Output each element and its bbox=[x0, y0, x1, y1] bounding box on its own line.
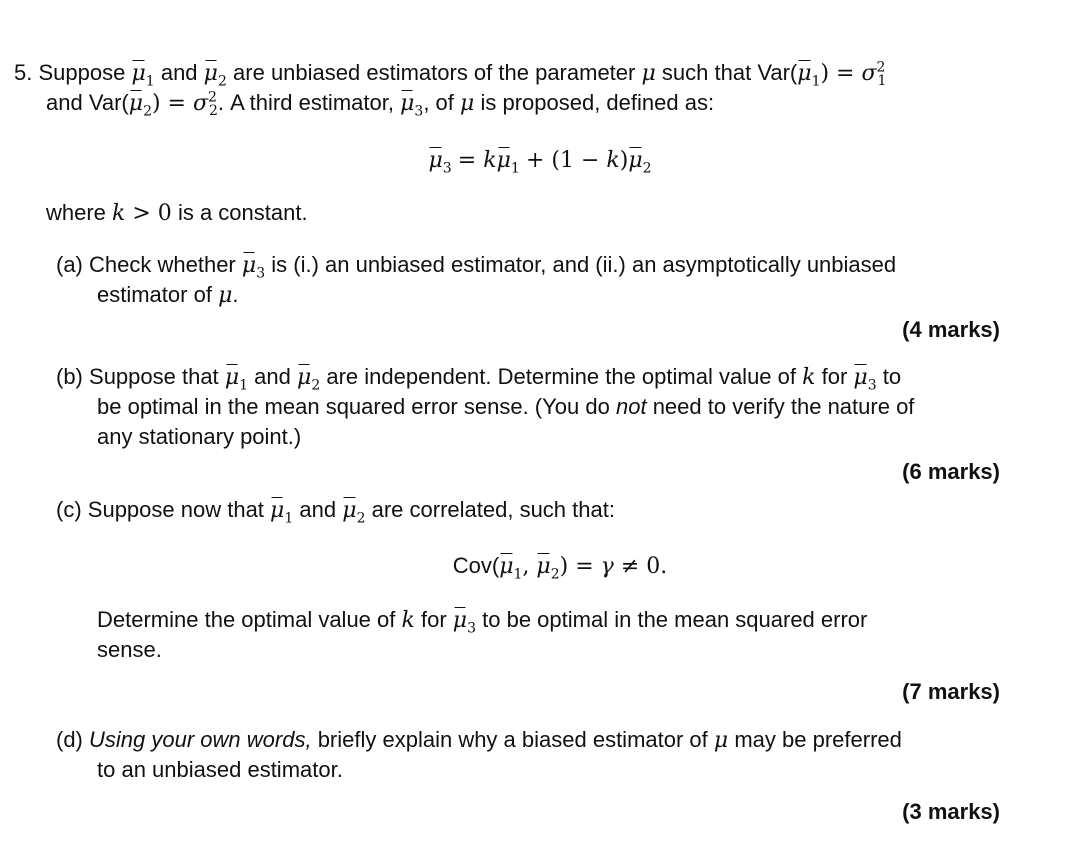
part-c-line-2: Determine the optimal value of k for $\mu_3$ to be optimal in the mean squared error bbox=[97, 607, 868, 637]
question-number: 5. bbox=[14, 60, 33, 85]
estimator-equation: $\mu_3 = k\mu_1 + (1 - k)\mu_2$ bbox=[428, 148, 652, 177]
part-a-marks: (4 marks) bbox=[902, 317, 1000, 342]
part-d-marks: (3 marks) bbox=[902, 799, 1000, 824]
part-d-line-1: (d) Using your own words, briefly explain why a biased estimator of μ may be preferred bbox=[56, 727, 902, 753]
mu-hat-1: $\mu_1$ bbox=[797, 61, 821, 90]
intro-text: Suppose bbox=[38, 60, 126, 85]
where-text: where bbox=[46, 200, 106, 225]
part-d-line-2 bbox=[97, 755, 343, 785]
where-line: where k > 0 is a constant. bbox=[46, 200, 308, 226]
part-c-label: (c) bbox=[56, 497, 82, 522]
where-text: is a constant. bbox=[177, 200, 308, 225]
part-b-line-3 bbox=[97, 422, 301, 452]
part-b-emphasis: not bbox=[615, 394, 647, 419]
part-b-text: for bbox=[821, 364, 848, 389]
part-a-line-2: estimator of μ. bbox=[97, 282, 239, 308]
sigma-1-squared: $\sigma^2_1$ bbox=[861, 59, 887, 90]
intro-text: and bbox=[160, 60, 198, 85]
intro-text: are unbiased estimators of the parameter bbox=[233, 60, 636, 85]
mu-hat-2: $\mu_2$ bbox=[128, 91, 152, 120]
part-b-line-2 bbox=[97, 392, 914, 422]
part-c-line-1: (c) Suppose now that $\mu_1$ and $\mu_2$ are correlated, such that: bbox=[56, 497, 615, 527]
part-b-label: (b) bbox=[56, 364, 83, 389]
part-b-line-1: (b) Suppose that $\mu_1$ and $\mu_2$ are independent. Determine the optimal value of k for $\mu_3$ to bbox=[56, 364, 902, 394]
sigma-2-squared: $\sigma^2_2$ bbox=[193, 89, 218, 120]
intro-text: and Var( bbox=[46, 90, 129, 115]
part-a-text: Check whether bbox=[89, 252, 236, 277]
part-c-text: and bbox=[299, 497, 337, 522]
covariance-equation: $Cov(\mu_1$, $\mu_2) = \gamma \ne 0$. bbox=[452, 553, 668, 583]
part-b-marks: (6 marks) bbox=[902, 459, 1000, 484]
part-a-line-1: (a) Check whether $\mu_3$ is (i.) an unbiased estimator, and (ii.) an asymptotically unbiased bbox=[56, 252, 897, 282]
intro-text: such that Var( bbox=[661, 60, 798, 85]
part-a-text: is (i.) an unbiased estimator, and (ii.) an asymptotically unbiased bbox=[271, 252, 897, 277]
part-d-text: to an unbiased estimator. bbox=[97, 757, 343, 782]
intro-text: , of bbox=[423, 90, 454, 115]
part-b-text: and bbox=[254, 364, 291, 389]
part-d-text: may be preferred bbox=[734, 727, 902, 752]
question-intro-line-1: 5. Suppose $\mu_1$ and $\mu_2$ are unbiased estimators of the parameter μ such that $Var(\mu_1) = \sigma^2_1$ bbox=[14, 59, 887, 90]
intro-text: is proposed, defined as: bbox=[480, 90, 715, 115]
part-d-label: (d) bbox=[56, 727, 83, 752]
part-c-line-3 bbox=[97, 635, 162, 665]
intro-text: . A third estimator, bbox=[217, 90, 394, 115]
part-c-text: Suppose now that bbox=[87, 497, 264, 522]
part-a-text: estimator of bbox=[97, 282, 212, 307]
part-c-marks: (7 marks) bbox=[902, 679, 1000, 704]
part-c-text: for bbox=[420, 607, 447, 632]
part-d-emphasis: Using your own words, bbox=[89, 727, 312, 752]
mu-hat-2: $\mu_2$ bbox=[203, 61, 227, 90]
part-b-text: need to verify the nature of bbox=[652, 394, 915, 419]
question-intro-line-2: and $Var(\mu_2) = \sigma^2_2$. A third estimator, $\mu_3$, of μ is proposed, defined as: bbox=[46, 89, 715, 120]
part-d-text: briefly explain why a biased estimator of bbox=[317, 727, 708, 752]
part-c-text: to be optimal in the mean squared error bbox=[482, 607, 868, 632]
mu-symbol: μ bbox=[460, 91, 475, 116]
cov-label: Cov( bbox=[452, 553, 500, 578]
part-c-text: are correlated, such that: bbox=[371, 497, 615, 522]
mu-symbol: μ bbox=[641, 61, 656, 86]
part-b-text: any stationary point.) bbox=[97, 424, 302, 449]
part-a-label: (a) bbox=[56, 252, 83, 277]
mu-hat-1: $\mu_1$ bbox=[131, 61, 155, 90]
part-c-text: sense. bbox=[97, 637, 162, 662]
part-c-text: Determine the optimal value of bbox=[97, 607, 396, 632]
part-b-text: be optimal in the mean squared error sense. (You do bbox=[97, 394, 610, 419]
part-b-text: are independent. Determine the optimal value of bbox=[326, 364, 797, 389]
part-b-text: Suppose that bbox=[89, 364, 219, 389]
mu-hat-3: $\mu_3$ bbox=[400, 91, 424, 120]
part-b-text: to bbox=[882, 364, 902, 389]
